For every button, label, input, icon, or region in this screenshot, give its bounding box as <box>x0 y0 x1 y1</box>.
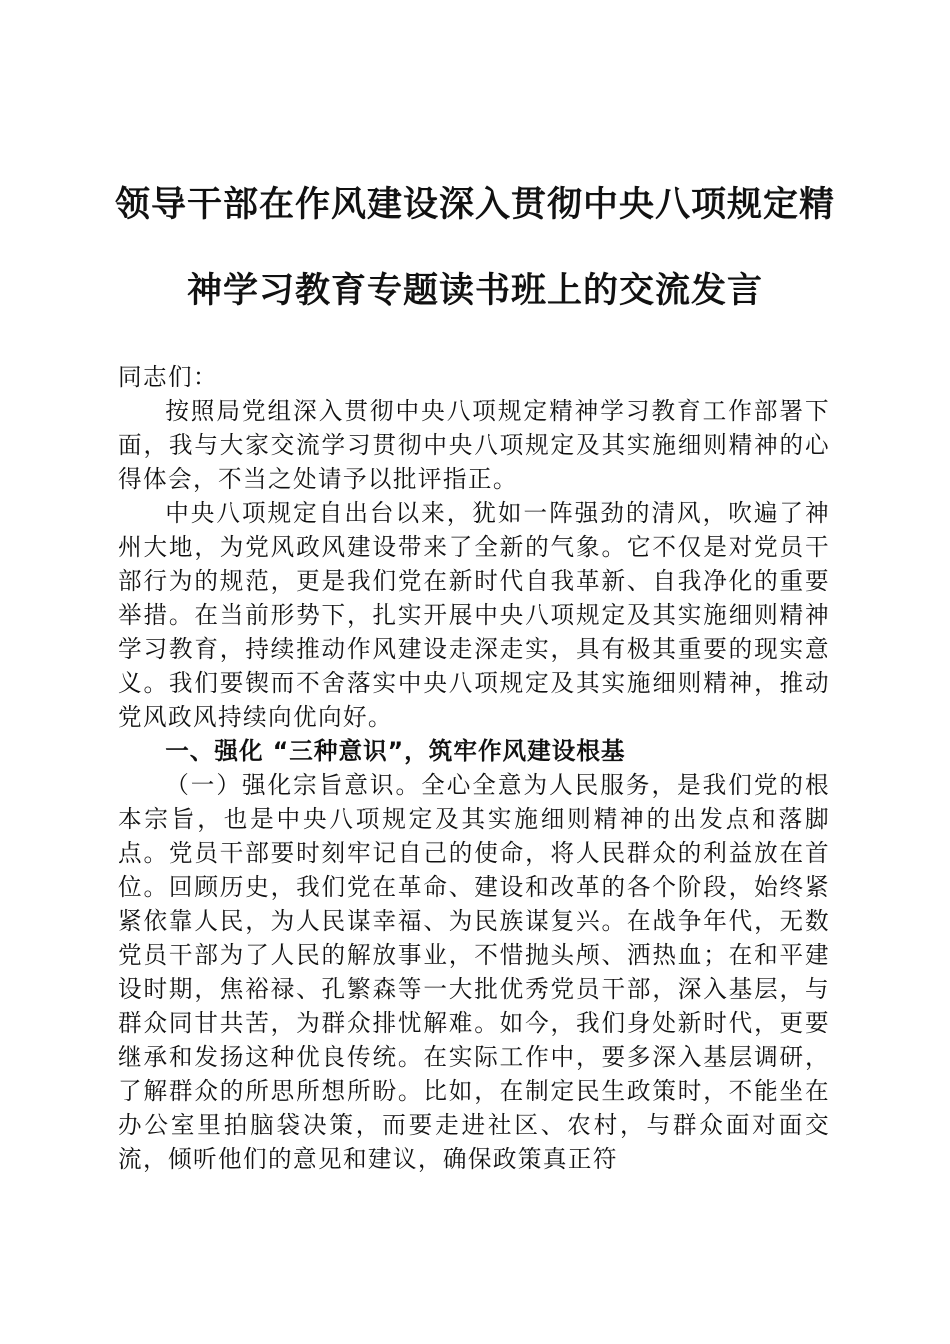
document-body <box>118 360 830 1176</box>
title-line-1: 领导干部在作风建设深入贯彻中央八项规定精 <box>114 184 835 225</box>
title-line-2: 神学习教育专题读书班上的交流发言 <box>186 270 763 311</box>
body-paragraph: （一）强化宗旨意识。全心全意为人民服务，是我们党的根本宗旨，也是中央八项规定及其实施细则精神的出发点和落脚点。党员干部要时刻牢记自己的使命，将人民群众的利益放在首位。回顾历史，我们党在革命、建设和改革的各个阶段，始终紧紧依靠人民，为人民谋幸福、为民族谋复兴。在战争年代，无数党员干部为了人民的解放事业，不惜抛头颅、洒热血；在和平建设时期，焦裕禄、孔繁森等一大批优秀党员干部，深入基层，与群众同甘共苦，为群众排忧解难。如今，我们身处新时代，更要继承和发扬这种优良传统。在实际工作中，要多深入基层调研，了解群众的所思所想所盼。比如，在制定民生政策时，不能坐在办公室里拍脑袋决策，而要走进社区、农村，与群众面对面交流，倾听他们的意见和建议，确保政策真正符 <box>118 771 830 1173</box>
body-paragraph: 按照局党组深入贯彻中央八项规定精神学习教育工作部署下面，我与大家交流学习贯彻中央八项规定及其实施细则精神的心得体会，不当之处请予以批评指正。 <box>118 397 830 493</box>
salutation: 同志们： <box>118 363 218 391</box>
document-title <box>100 162 850 334</box>
section-heading: 一、强化 “三种意识”，筑牢作风建设根基 <box>165 737 626 765</box>
body-paragraph: 中央八项规定自出台以来，犹如一阵强劲的清风，吹遍了神州大地，为党风政风建设带来了全新的气象。它不仅是对党员干部行为的规范，更是我们党在新时代自我革新、自我净化的重要举措。在当前形势下，扎实开展中央八项规定及其实施细则精神学习教育，持续推动作风建设走深走实，具有极其重要的现实意义。我们要锲而不舍落实中央八项规定及其实施细则精神，推动党风政风持续向优向好。 <box>118 499 830 731</box>
